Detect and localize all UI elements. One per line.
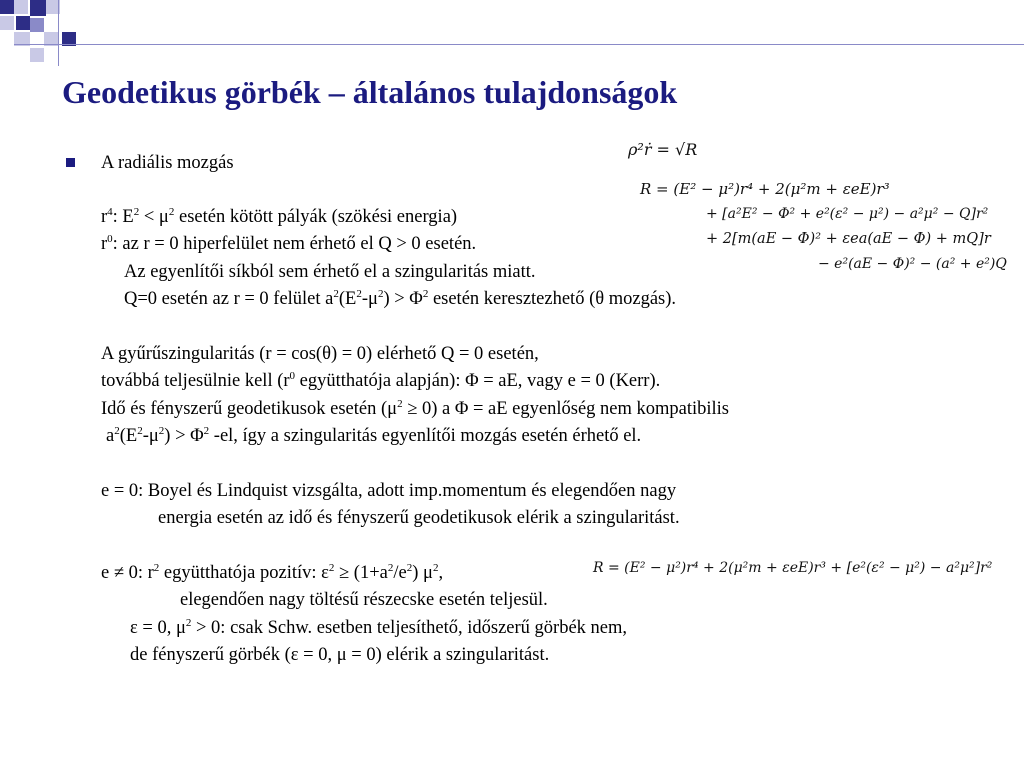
paragraph-4-line-2: elegendően nagy töltésű részecske esetén teljesül. (180, 590, 548, 610)
formula-r-line-3: + 2[m(aE − Φ)² + εea(aE − Φ) + mQ]r (706, 231, 991, 247)
paragraph-2-line-2: továbbá teljesülnie kell ($r^0$ együtthatója alapján): Φ = aE, vagy e = 0 (Kerr). (101, 369, 661, 391)
formula-r-line-4: − e²(aE − Φ)² − (a² + e²)Q (818, 256, 1007, 272)
paragraph-4-line-3: ε = 0, $\mu^2 > 0$: csak Schw. esetben teljesíthető, időszerű görbék nem, (130, 616, 628, 638)
paragraph-3-line-2: energia esetén az idő és fényszerű geodetikusok elérik a szingularitást. (158, 508, 680, 528)
paragraph-1-line-3: Az egyenlítői síkból sem érhető el a szingularitás miatt. (124, 262, 536, 282)
paragraph-4-line-4: de fényszerű görbék (ε = 0, μ = 0) elérik a szingularitást. (130, 645, 550, 665)
paragraph-1-line-2: $r^0$: az r = 0 hiperfelület nem érhető el Q > 0 esetén. (101, 232, 477, 254)
slide-title: Geodetikus görbék – általános tulajdonságok (62, 74, 678, 110)
bullet-heading: A radiális mozgás (101, 153, 234, 173)
paragraph-2-line-1: A gyűrűszingularitás (r = cos(θ) = 0) elérhető Q = 0 esetén, (101, 344, 539, 364)
paragraph-1-line-4: Q=0 esetén az r = 0 felület $a^2(E^2-\mu^2) > \Phi^2$ esetén keresztezhető (θ mozgás). (124, 287, 677, 309)
formula-r-line-2: + [a²E² − Φ² + e²(ε² − μ²) − a²μ² − Q]r² (706, 206, 989, 222)
formula-r-line-1: R = (E² − μ²)r⁴ + 2(μ²m + εeE)r³ (640, 180, 890, 198)
bullet-square-icon (66, 158, 75, 167)
paragraph-4-line-1: e ≠ 0: $r^2$ együtthatója pozitív: $\varepsilon^2 \ge (1+a^2/e^2)$ $\mu^2$, (101, 561, 444, 583)
paragraph-3-line-1: e = 0: Boyel és Lindquist vizsgálta, adott imp.momentum és elegendően nagy (101, 481, 677, 501)
paragraph-2-line-4: $a^2(E^2-\mu^2) > \Phi^2$ -el, így a szingularitás egyenlítői mozgás esetén érhető el. (106, 424, 642, 446)
paragraph-1-line-1: $r^4$: $E^2 < \mu^2$ esetén kötött pályák (szökési energia) (101, 205, 458, 227)
formula-r-polynomial-kerr-newman: R = (E² − μ²)r⁴ + 2(μ²m + εeE)r³ + [e²(ε² − μ²) − a²μ²]r² (593, 560, 993, 576)
paragraph-2-line-3: Idő és fényszerű geodetikusok esetén $(\mu^2 \ge 0)$ a Φ = aE egyenlőség nem kompatibilis (101, 397, 730, 419)
formula-radial-equation: ρ²ṙ = √R (628, 140, 698, 159)
